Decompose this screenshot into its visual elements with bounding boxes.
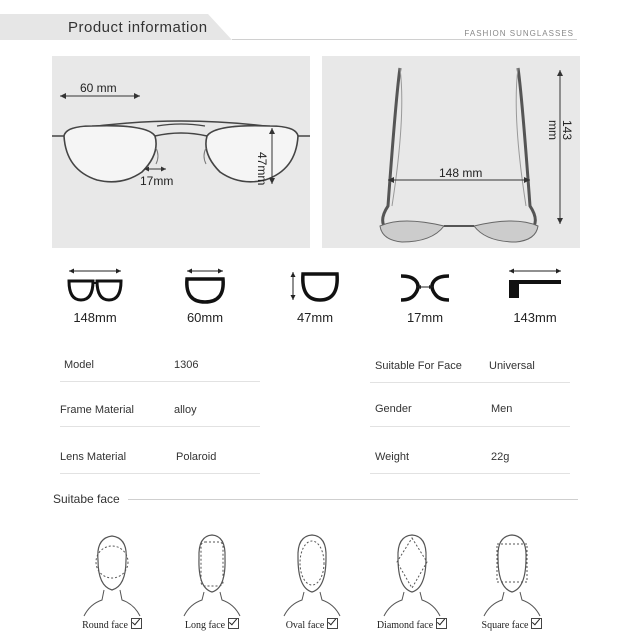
- check-icon: [327, 618, 338, 629]
- face-label: Square face: [481, 620, 529, 631]
- measurement-label: 148mm: [73, 310, 117, 325]
- header-tagline: FASHION SUNGLASSES: [464, 29, 574, 38]
- frame-width-icon: [65, 266, 125, 306]
- check-icon: [531, 618, 542, 629]
- frame-width-label: 148 mm: [439, 166, 483, 180]
- lens-width-icon: [175, 266, 235, 306]
- measurement-label: 47mm: [296, 310, 334, 325]
- bridge-width-icon: [395, 266, 455, 306]
- page-title: Product information: [68, 19, 208, 36]
- check-icon: [131, 618, 142, 629]
- measurement-label: 60mm: [186, 310, 224, 325]
- spec-divider: [370, 382, 570, 383]
- face-square: [460, 530, 564, 638]
- spec-key-lens-material: Lens Material: [60, 451, 127, 463]
- spec-value-model: 1306: [174, 359, 199, 371]
- temple-length-icon: [505, 266, 565, 306]
- measurement-label: 17mm: [406, 310, 444, 325]
- diamond-face-icon: [382, 530, 442, 618]
- face-label: Round face: [82, 620, 128, 631]
- face-oval: [260, 530, 364, 638]
- top-view-panel: [322, 56, 580, 248]
- spec-divider: [60, 426, 260, 427]
- check-icon: [228, 618, 239, 629]
- face-label: Diamond face: [376, 620, 434, 631]
- header-divider: [232, 39, 577, 40]
- suitable-face-title: Suitabe face: [53, 492, 120, 506]
- round-face-icon: [82, 530, 142, 618]
- measurement-bridge: [380, 262, 470, 332]
- spec-value-weight: 22g: [491, 451, 510, 463]
- measurement-frame-width: [50, 262, 140, 332]
- face-diamond: [360, 530, 464, 638]
- oval-face-icon: [282, 530, 342, 618]
- spec-key-gender: Gender: [375, 403, 412, 415]
- spec-key-weight: Weight: [375, 451, 410, 463]
- face-label: Oval face: [285, 620, 325, 631]
- spec-divider: [370, 426, 570, 427]
- spec-key-suitable-face: Suitable For Face: [375, 360, 462, 372]
- measurement-icon-row: [40, 262, 600, 332]
- measurement-lens-height: [270, 262, 360, 332]
- spec-value-suitable-face: Universal: [489, 360, 535, 372]
- suitable-face-divider: [128, 499, 578, 500]
- measurement-lens-width: [160, 262, 250, 332]
- temple-length-label: 143 mm: [546, 120, 574, 141]
- measurement-label: 143mm: [513, 310, 557, 325]
- spec-divider: [60, 381, 260, 382]
- front-view-panel: [52, 56, 310, 248]
- long-face-icon: [182, 530, 242, 618]
- bridge-width-label: 17mm: [140, 174, 174, 188]
- spec-value-frame-material: alloy: [174, 404, 197, 416]
- top-view-glasses-illustration: [322, 56, 580, 248]
- spec-value-lens-material: Polaroid: [176, 451, 217, 463]
- spec-value-gender: Men: [491, 403, 513, 415]
- spec-key-model: Model: [64, 359, 94, 371]
- face-label: Long face: [184, 620, 226, 631]
- measurement-temple: [490, 262, 580, 332]
- lens-width-label: 60 mm: [80, 81, 117, 95]
- spec-divider: [60, 473, 260, 474]
- spec-divider: [370, 473, 570, 474]
- check-icon: [436, 618, 447, 629]
- lens-height-icon: [285, 266, 345, 306]
- spec-key-frame-material: Frame Material: [60, 404, 134, 416]
- face-round: [60, 530, 164, 638]
- face-long: [160, 530, 264, 638]
- square-face-icon: [482, 530, 542, 618]
- lens-height-label: 47mm: [255, 152, 269, 186]
